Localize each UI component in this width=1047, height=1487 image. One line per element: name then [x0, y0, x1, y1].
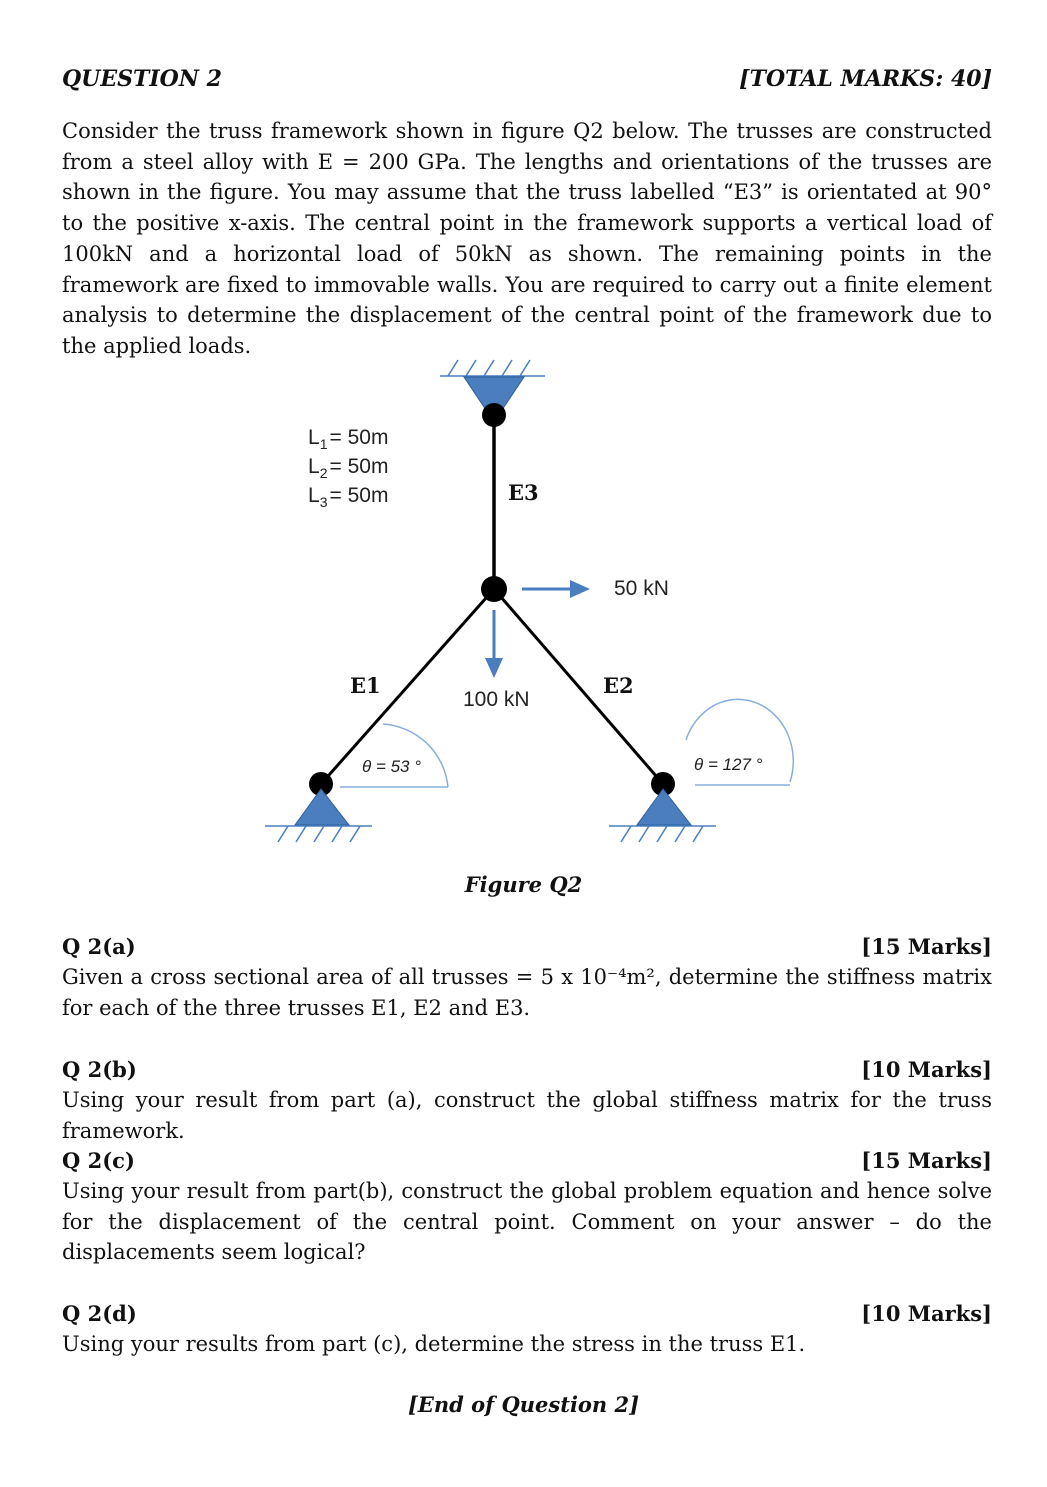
- central-node: [481, 576, 507, 602]
- part-c: [62, 1146, 992, 1268]
- part-a-text: Given a cross sectional area of all trusses = 5 x 10⁻⁴m², determine the stiffness matrix for each of the three trusses E1, E2 and E3.: [62, 965, 992, 1020]
- part-b-text: Using your result from part (a), construct the global stiffness matrix for the truss framework.: [62, 1088, 992, 1143]
- part-c-marks: [15 Marks]: [861, 1148, 992, 1173]
- part-d-text: Using your results from part (c), determine the stress in the truss E1.: [62, 1332, 806, 1356]
- part-d-marks: [10 Marks]: [861, 1301, 992, 1326]
- part-b: [62, 1055, 992, 1146]
- end-of-question: [End of Question 2]: [407, 1392, 640, 1417]
- question-title: QUESTION 2: [62, 66, 222, 92]
- bottom-left-support: [265, 789, 372, 842]
- bottom-right-support: [609, 789, 716, 842]
- intro-paragraph: Consider the truss framework shown in figure Q2 below. The trusses are constructed from a steel alloy with E = 200 GPa. The lengths and orientations of the trusses are shown in the figure. You may assume that the truss labelled “E3” is orientated at 90° to the positive x-axis. The central point in the framework supports a vertical load of 100kN and a horizontal load of 50kN as shown. The remaining points in the framework are fixed to immovable walls. You are required to carry out a finite element analysis to determine the displacement of the central point of the framework due to the applied loads.: [62, 119, 992, 358]
- load-vertical-label: 100 kN: [463, 688, 530, 711]
- truss-figure: [0, 340, 1047, 870]
- part-d-label: Q 2(d): [62, 1301, 137, 1326]
- angle-label-e2: θ = 127 °: [694, 755, 763, 774]
- load-horizontal-label: 50 kN: [614, 577, 669, 600]
- part-b-marks: [10 Marks]: [861, 1057, 992, 1082]
- part-a: [62, 932, 992, 1023]
- total-marks: [TOTAL MARKS: 40]: [739, 66, 992, 92]
- angle-arc-e1: [340, 724, 448, 787]
- part-b-label: Q 2(b): [62, 1057, 137, 1082]
- length-l3: $L_3= 50m$: [308, 484, 389, 510]
- top-node: [482, 403, 506, 427]
- length-l1: $L_1= 50m$: [308, 426, 389, 452]
- member-e2: [494, 589, 663, 784]
- member-e1: [321, 589, 494, 784]
- vertical-load-arrow: [485, 610, 503, 678]
- part-a-marks: [15 Marks]: [861, 934, 992, 959]
- part-d: [62, 1299, 992, 1360]
- horizontal-load-arrow: [522, 580, 590, 598]
- label-e1: E1: [350, 673, 381, 698]
- length-l2: $L_2= 50m$: [308, 455, 389, 481]
- part-a-label: Q 2(a): [62, 934, 136, 959]
- label-e3: E3: [508, 480, 539, 505]
- part-c-label: Q 2(c): [62, 1148, 135, 1173]
- label-e2: E2: [603, 673, 634, 698]
- angle-label-e1: θ = 53 °: [362, 757, 422, 776]
- figure-caption: Figure Q2: [464, 872, 583, 897]
- part-c-text: Using your result from part(b), construct the global problem equation and hence solve for the displacement of the central point. Comment on your answer – do the displacements seem logical?: [62, 1179, 992, 1265]
